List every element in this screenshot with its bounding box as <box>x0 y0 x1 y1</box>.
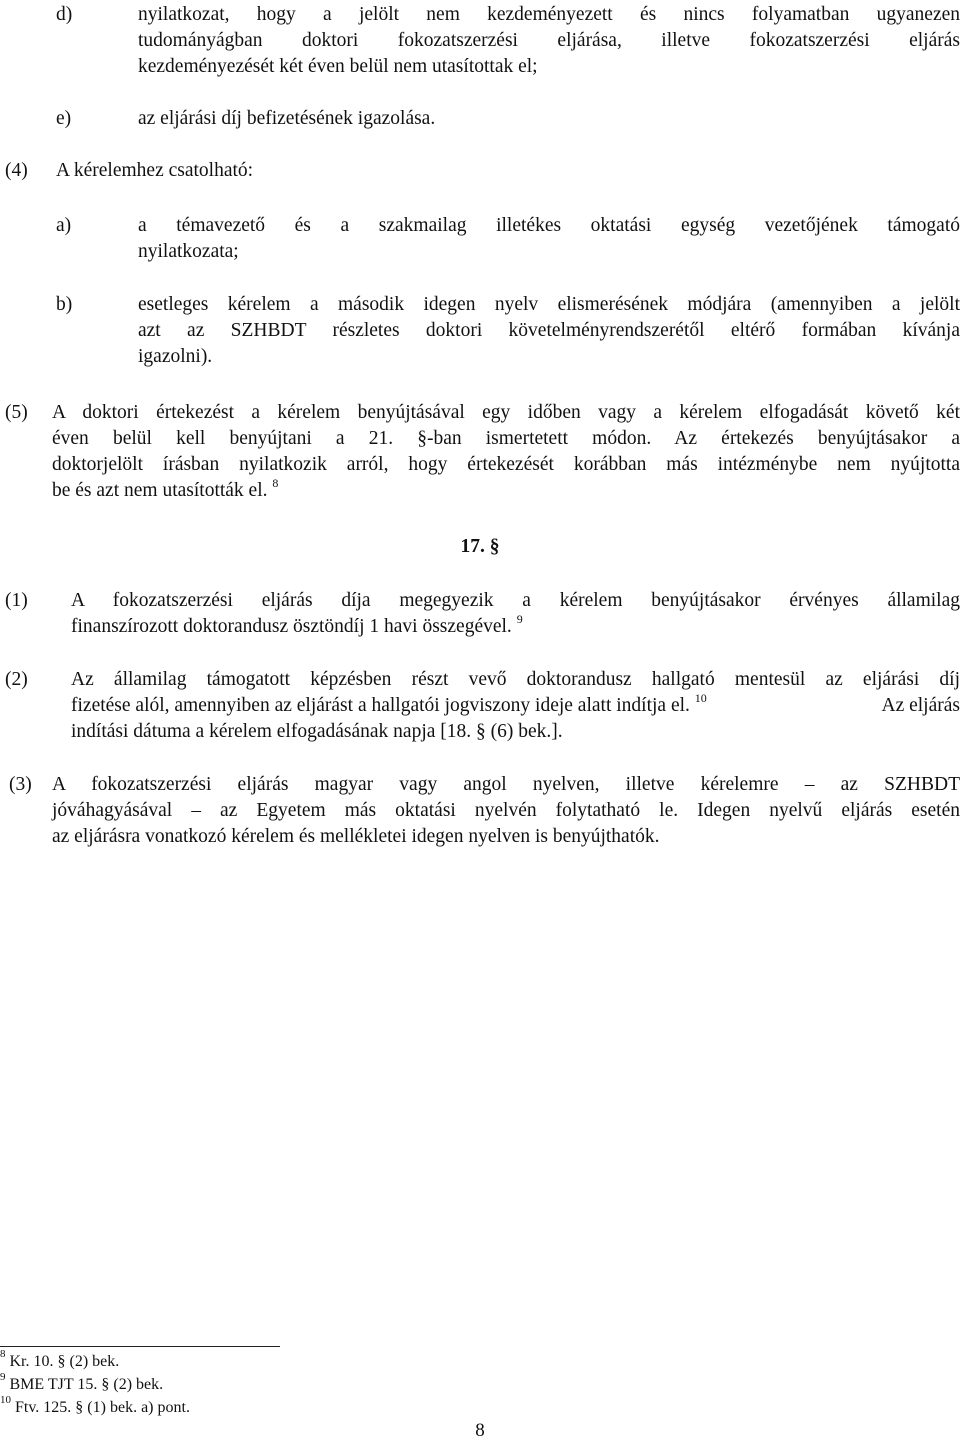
item-a-label: a) <box>56 213 71 239</box>
section-heading: 17. § <box>0 534 960 560</box>
footnote-num: 8 <box>0 1348 6 1360</box>
page-number: 8 <box>0 1418 960 1444</box>
para-5-line: éven belül kell benyújtani a 21. §-ban ismertetett módon. Az értekezés benyújtásakor a <box>52 426 960 452</box>
s17-p1-text <box>71 588 960 640</box>
item-a-text <box>138 213 960 265</box>
s17-p1-line-last <box>71 614 960 640</box>
footnote-num: 10 <box>0 1394 11 1406</box>
item-e-label: e) <box>56 106 71 132</box>
item-d-text <box>138 2 960 80</box>
item-b-line: azt az SZHBDT részletes doktori követelményrendszerétől eltérő formában kívánja <box>138 318 960 344</box>
item-d-label: d) <box>56 2 72 28</box>
footnote-ref-8[interactable]: 8 <box>272 476 278 490</box>
footnote-separator <box>0 1346 280 1347</box>
item-e-text: az eljárási díj befizetésének igazolása. <box>138 106 435 132</box>
s17-p2-line-2 <box>71 693 960 719</box>
footnote-text: Kr. 10. § (2) bek. <box>10 1353 120 1370</box>
para-5-line: be és azt nem utasították el. <box>52 480 268 501</box>
item-d-line: nyilatkozat, hogy a jelölt nem kezdeményezett és nincs folyamatban ugyanezen <box>138 2 960 28</box>
s17-p1-label: (1) <box>5 588 28 614</box>
item-b-text <box>138 292 960 370</box>
item-d-line: kezdeményezését két éven belül nem utasítottak el; <box>138 54 960 80</box>
footnote-9 <box>0 1375 163 1395</box>
s17-p2-line: fizetése alól, amennyiben az eljárást a hallgatói jogviszony ideje alatt indítja el. <box>71 695 690 716</box>
footnote-num: 9 <box>0 1371 6 1383</box>
s17-p2-line: indítási dátuma a kérelem elfogadásának napja [18. § (6) bek.]. <box>71 719 960 745</box>
s17-p2-line-2-main <box>71 693 707 719</box>
para-5-line: A doktori értekezést a kérelem benyújtásával egy időben vagy a kérelem elfogadását követő két <box>52 400 960 426</box>
para-5-text <box>52 400 960 504</box>
s17-p2-line: Az eljárás <box>882 693 960 719</box>
para-5-line: doktorjelölt írásban nyilatkozik arról, hogy értekezését korábban más intézménybe nem nyújtotta <box>52 452 960 478</box>
s17-p1-line: A fokozatszerzési eljárás díja megegyezik a kérelem benyújtásakor érvényes államilag <box>71 588 960 614</box>
s17-p3-line: az eljárásra vonatkozó kérelem és mellékletei idegen nyelven is benyújthatók. <box>52 824 960 850</box>
s17-p3-label: (3) <box>9 772 32 798</box>
footnote-8 <box>0 1352 119 1372</box>
item-b-label: b) <box>56 292 72 318</box>
item-b-line: igazolni). <box>138 344 960 370</box>
footnote-text: BME TJT 15. § (2) bek. <box>10 1376 164 1393</box>
item-b-line: esetleges kérelem a második idegen nyelv elismerésének módjára (amennyiben a jelölt <box>138 292 960 318</box>
s17-p2-text <box>71 667 960 745</box>
s17-p2-line: Az államilag támogatott képzésben részt vevő doktorandusz hallgató mentesül az eljárási díj <box>71 667 960 693</box>
footnote-ref-10[interactable]: 10 <box>695 691 707 705</box>
para-5-line-last <box>52 478 960 504</box>
item-a-line: nyilatkozata; <box>138 239 960 265</box>
s17-p3-line: jóváhagyásával – az Egyetem más oktatási nyelvén folytatható le. Idegen nyelvű eljárás esetén <box>52 798 960 824</box>
para-4-label: (4) <box>5 158 28 184</box>
item-d-line: tudományágban doktori fokozatszerzési eljárása, illetve fokozatszerzési eljárás <box>138 28 960 54</box>
item-a-line: a témavezető és a szakmailag illetékes oktatási egység vezetőjének támogató <box>138 213 960 239</box>
s17-p3-line: A fokozatszerzési eljárás magyar vagy angol nyelven, illetve kérelemre – az SZHBDT <box>52 772 960 798</box>
footnote-text: Ftv. 125. § (1) bek. a) pont. <box>15 1399 190 1416</box>
footnote-10 <box>0 1398 190 1418</box>
para-4-text: A kérelemhez csatolható: <box>56 158 253 184</box>
s17-p2-label: (2) <box>5 667 28 693</box>
para-5-label: (5) <box>5 400 28 426</box>
footnote-ref-9[interactable]: 9 <box>517 612 523 626</box>
s17-p3-text <box>52 772 960 850</box>
s17-p1-line: finanszírozott doktorandusz ösztöndíj 1 havi összegével. <box>71 616 512 637</box>
